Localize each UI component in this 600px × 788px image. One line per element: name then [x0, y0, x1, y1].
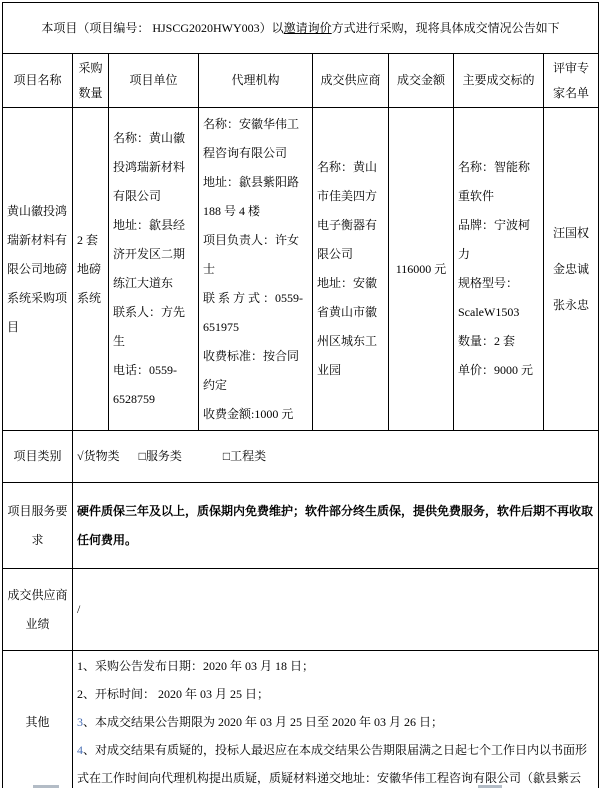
category-label: 项目类别	[3, 431, 73, 483]
category-option-service-checkbox: □服务类	[138, 449, 182, 463]
cell-quantity	[73, 108, 109, 431]
cell-subject	[454, 108, 544, 431]
announcement-table	[2, 2, 599, 788]
other-item-1	[77, 652, 594, 680]
service-requirements-row	[3, 483, 599, 569]
project-unit-address: 地址：歙县经济开发区二期练江大道东	[113, 218, 186, 290]
other-item-4-num: 4	[77, 742, 83, 757]
service-requirements-content	[73, 483, 599, 569]
other-label: 其他	[3, 651, 73, 788]
expert-name: 金忠诚	[552, 261, 589, 276]
column-header-amount: 成交金额	[389, 54, 454, 108]
other-item-1-sep: 、	[83, 658, 96, 673]
cell-project-name	[3, 108, 73, 431]
supplier-performance-label: 成交供应商业绩	[3, 569, 73, 651]
other-item-2	[77, 680, 594, 708]
other-item-3-sep: 、	[83, 714, 96, 729]
agency-manager: 项目负责人：许女士	[203, 232, 300, 276]
other-item-1-text: 采购公告发布日期：2020 年 03 月 18 日；	[95, 658, 315, 673]
other-item-3-text: 本成交结果公告期限为 2020 年 03 月 25 日至 2020 年 03 月 26 日；	[95, 714, 444, 729]
title-row	[3, 3, 599, 54]
agency-address: 地址：歙县紫阳路188 号 4 楼	[203, 174, 300, 218]
cell-supplier	[313, 108, 389, 431]
column-header-agency: 代理机构	[199, 54, 313, 108]
column-header-experts: 评审专家名单	[544, 54, 599, 108]
other-item-1-num: 1	[77, 658, 83, 673]
other-item-2-sep: 、	[83, 686, 96, 701]
category-option-goods-checked: √货物类	[77, 449, 120, 463]
title-prefix: 本项目（项目编号： HJSCG2020HWY003）以	[41, 20, 284, 35]
project-name-text: 黄山徽投鸿瑞新材料有限公司地磅系统采购项目	[7, 203, 68, 334]
column-header-subject: 主要成交标的	[454, 54, 544, 108]
category-option-engineering-checkbox: □工程类	[222, 449, 267, 463]
subject-name: 名称：智能称重软件	[458, 160, 531, 203]
agency-fee-standard: 收费标准：按合同约定	[203, 348, 300, 392]
service-requirements-label: 项目服务要求	[3, 483, 73, 569]
title-underlined-text: 邀请询价	[283, 20, 332, 35]
supplier-performance-content	[73, 569, 599, 651]
document-title	[3, 3, 599, 54]
other-item-3-num: 3	[77, 714, 83, 729]
project-unit-phone: 电话：0559-6528759	[113, 363, 177, 406]
supplier-address: 地址：安徽省黄山市徽州区城东工业园	[317, 276, 378, 377]
cell-amount	[389, 108, 454, 431]
subject-quantity: 数量：2 套	[458, 334, 516, 348]
other-item-2-text: 开标时间： 2020 年 03 月 25 日；	[95, 686, 270, 701]
table-header-row	[3, 54, 599, 108]
column-header-project-name: 项目名称	[3, 54, 73, 108]
column-header-project-unit: 项目单位	[109, 54, 199, 108]
column-header-supplier: 成交供应商	[313, 54, 389, 108]
supplier-name: 名称：黄山市佳美四方电子衡器有限公司	[317, 160, 378, 261]
other-item-4-sep: 、	[83, 742, 96, 757]
service-requirements-text: 硬件质保三年及以上，质保期内免费维护；软件部分终生质保，提供免费服务，软件后期不再收取任何费用。	[77, 503, 594, 547]
title-suffix: 方式进行采购，现将具体成交情况公告如下	[331, 20, 560, 35]
project-unit-contact: 联系人：方先生	[113, 305, 186, 348]
table-row	[3, 108, 599, 431]
subject-model: 规格型号：ScaleW1503	[458, 276, 520, 319]
other-row	[3, 651, 599, 788]
cell-experts	[544, 108, 599, 431]
other-item-3	[77, 708, 594, 736]
supplier-performance-value: /	[77, 602, 81, 616]
expert-name: 张永忠	[552, 297, 589, 312]
cell-agency	[199, 108, 313, 431]
other-item-4	[77, 736, 594, 788]
column-header-quantity: 采购数量	[73, 54, 109, 108]
amount-text: 116000 元	[395, 261, 447, 276]
other-item-2-num: 2	[77, 686, 83, 701]
agency-fee-amount: 收费金额:1000 元	[203, 406, 294, 421]
quantity-text: 2 套地磅系统	[77, 232, 102, 305]
agency-phone: 联 系 方 式 ：0559-651975	[203, 290, 303, 334]
cell-project-unit	[109, 108, 199, 431]
other-content	[73, 651, 599, 788]
other-item-4-text: 对成交结果有质疑的，投标人最迟应在本成交结果公告期限届满之日起七个工作日内以书面形式在工作时间向代理机构提出质疑，质疑材料递交地址：安徽华伟工程咨询有限公司（歙县紫云	[77, 742, 588, 785]
supplier-performance-row	[3, 569, 599, 651]
category-row	[3, 431, 599, 483]
category-options	[73, 431, 599, 483]
agency-name: 名称：安徽华伟工程咨询有限公司	[203, 116, 300, 160]
subject-brand: 品牌：宁波柯力	[458, 218, 531, 261]
expert-name: 汪国权	[552, 225, 589, 240]
subject-unit-price: 单价：9000 元	[458, 363, 534, 377]
project-unit-name: 名称：黄山徽投鸿瑞新材料有限公司	[113, 131, 186, 203]
